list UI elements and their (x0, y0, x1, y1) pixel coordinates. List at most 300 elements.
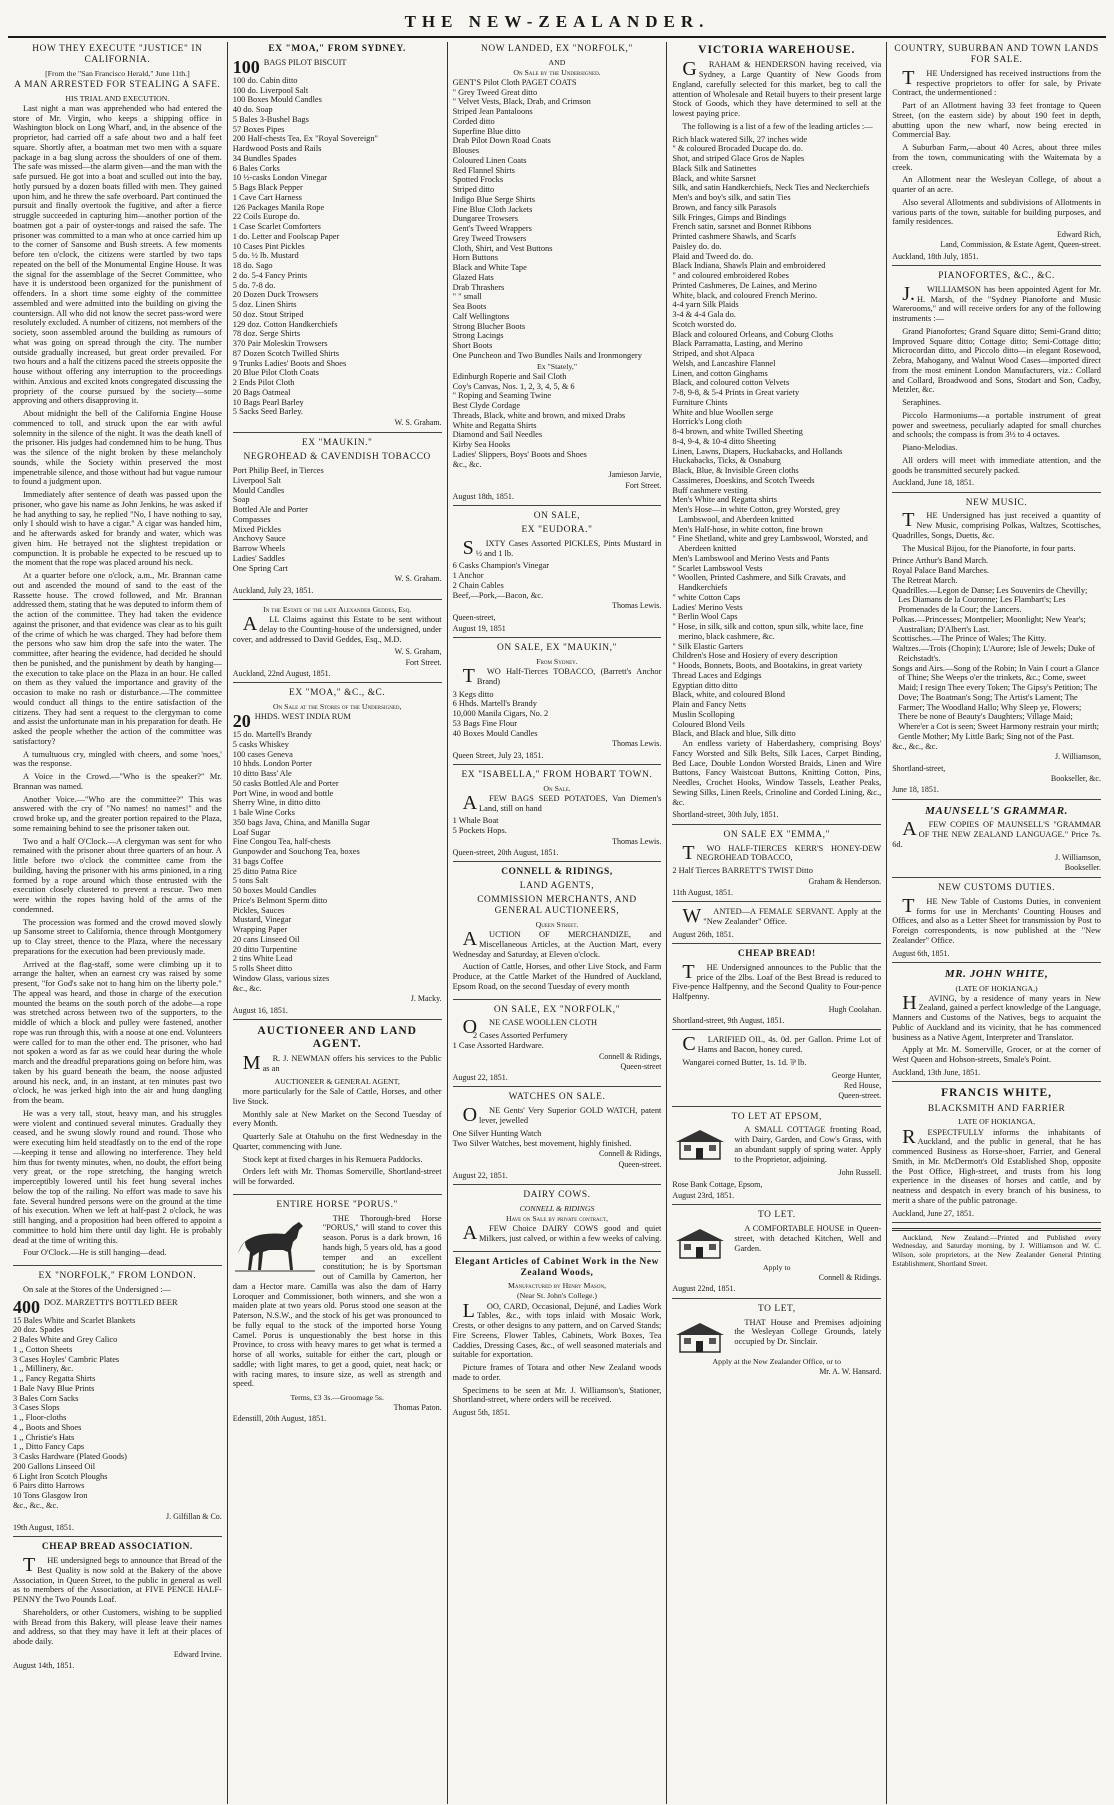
list-item: Horn Buttons (452, 253, 498, 263)
list-item: Superfine Blue ditto (452, 126, 521, 136)
list-item: Men's Half-hose, in white cotton, fine brown (672, 524, 823, 534)
ad-cabinet-work (453, 1257, 662, 1422)
ad-title: TO LET, (757, 1303, 796, 1314)
list-item: One Puncheon and Two Bundles Nails and Ironmongery (452, 350, 642, 360)
list-item: Egyptian ditto ditto (672, 680, 738, 690)
article-source: [From the "San Francisco Herald," June 11th.] (45, 68, 190, 78)
list-item: 5 tons Salt (232, 876, 269, 886)
ad-title: ENTIRE HORSE "PORUS." (276, 1199, 398, 1210)
ad-text: Shareholders, or other Customers, wishing to be supplied with Bread from this Bakery, will please leave their names and address, so that they may have it left at their places of abode daily. (13, 1607, 222, 1647)
ad-title: In the Estate of the late Alexander Geddes, Esq. (263, 605, 412, 615)
list-item: 5 Bales 3-Bushel Bags (232, 114, 309, 124)
ad-moa-rum (233, 688, 442, 1020)
ad-subtitle: CONNELL & RIDINGS (519, 1204, 595, 1214)
list-item: Red Flannel Shirts (452, 165, 515, 175)
ad-subtitle: BLACKSMITH AND FARRIER (927, 1103, 1066, 1114)
ad-title: TO LET AT EPSOM, (731, 1111, 822, 1122)
ad-text: Specimens to be seen at Mr. J. Williamson's, Stationer, Shortland-street, where orders will be received. (452, 1385, 662, 1405)
ad-text: HAVING, by a residence of many years in New Zealand, gained a perfect knowledge of the Language, Manners and Customs of the Natives, begs to acquaint the Public of Auckland and its vicinity, that he has commenced business as a Native Agent, Interpreter and Translator. (892, 991, 1101, 1042)
list-item: " and coloured embroidered Robes (672, 271, 789, 281)
ad-date: Auckland, June 18, 1851. (892, 478, 974, 488)
ad-text: AUCTION OF MERCHANDIZE, and Miscellaneous Articles, at the Auction Mart, every Wednesday and Saturday, at Eleven o'clock. (452, 928, 662, 959)
list-item: " Scarlet Lambswool Vests (672, 563, 763, 573)
ad-title: FRANCIS WHITE, (941, 1087, 1053, 1100)
ad-moa (233, 44, 442, 433)
ad-subtitle: (LATE OF HOKIANGA,) (955, 983, 1038, 993)
ad-subtitle: (Near St. John's College.) (516, 1291, 597, 1301)
masthead (8, 6, 1106, 38)
ad-date: Auckland, July 23, 1851. (232, 585, 314, 595)
ad-text: THE Undersigned has just received a quantity of New Music, comprising Polkas, Waltzes, Scottisches, Quadrilles, Songs, Duetts, &c. (892, 509, 1101, 540)
list-item: 2 Chain Cables (452, 580, 504, 590)
list-item: 87 Dozen Scotch Twilled Shirts (232, 348, 340, 358)
ad-text: AFEW Choice DAIRY COWS good and quiet Milkers, just calved, or within a few weeks of calving. (462, 1222, 662, 1245)
list-item: 350 bags Java, China, and Manilla Sugar (232, 817, 371, 827)
item-list (672, 866, 881, 876)
ad-subtitle: LAND AGENTS, (519, 881, 595, 892)
ad-place: Queen-street, (452, 612, 496, 622)
list-item: 5 rolls Sheet ditto (232, 964, 293, 974)
list-item: Furniture Chints (672, 397, 728, 407)
list-item: 5 Bags Black Pepper (232, 183, 303, 193)
item-list (892, 556, 1101, 751)
ad-text: ONE Gents' Very Superior GOLD WATCH, patent lever, jewelled (462, 1104, 662, 1127)
ad-title: ON SALE, EX "NORFOLK," (493, 1004, 621, 1015)
list-item: &c., &c., &c. (13, 1500, 59, 1510)
article-paragraph: A tumultuous cry, mingled with cheers, and some 'noes,' was the response. (13, 749, 222, 769)
ad-signature: J. Gilfillan & Co. (166, 1511, 222, 1521)
list-item: 53 Bags Fine Flour (452, 718, 518, 728)
lead-quantity: 400 (13, 1296, 40, 1317)
list-item: Thread Laces and Edgings (672, 670, 762, 680)
list-item: Mixed Pickles (232, 524, 281, 534)
ad-title: NEW CUSTOMS DUTIES. (938, 883, 1056, 894)
list-item: 200 Half-chests Tea, Ex "Royal Sovereign" (232, 134, 378, 144)
article-paragraph: Four O'Clock.—He is still hanging—dead. (23, 1248, 167, 1258)
ad-date: August 14th, 1851. (13, 1661, 75, 1671)
list-item: 20 Bags Oatmeal (232, 387, 291, 397)
article-paragraph: He was a very tall, stout, heavy man, and his struggles were violent and continued several minutes. Gradually they ceased, and he swung slowly round and round. Those who were executing him held steadfastly on to the end of the rope—keeping it tense and allowing no interference. They held him thus for twenty minutes, when, no doubt, the effort being very great, or the rope stretching, the hanging wretch imperceptibly lowered until his feet hung several inches below the top of the railing. No effort was made to save his fate. Several hundred persons were on the ground at the time of his execution. When we left at half-past 2 o'clock, he was still hanging, and a proposition had been offered to appoint a committee to hold him there until day light. He is probably dead at the time of writing this. (13, 1108, 222, 1245)
ad-text: The Musical Bijou, for the Pianoforte, in four parts. (902, 543, 1076, 553)
ad-text: Quarterly Sale at Otahuhu on the first Wednesday in the Quarter, commencing with June. (232, 1132, 442, 1151)
ad-subtitle: Manufactured by Henry Mason, (507, 1281, 607, 1291)
list-item: Sherry Wine, in ditto ditto (232, 798, 321, 808)
list-item: Men's Lambswool and Merino Vests and Pants (672, 553, 830, 563)
list-item: French satin, sarsnet and Bonnet Ribbons (672, 222, 812, 232)
ad-text: ONE CASE WOOLLEN CLOTH (462, 1016, 598, 1039)
list-item: 57 Boxes Pipes (232, 124, 285, 134)
house-illustration (672, 1320, 728, 1354)
ad-title: NEW MUSIC. (965, 497, 1028, 508)
ad-clarified-oil (672, 1035, 881, 1106)
list-item: Plaid and Tweed do. do. (672, 251, 754, 261)
ad-text: An Allotment near the Wesleyan College, of about a quarter of an acre. (892, 175, 1101, 195)
ad-subtitle: EX "EUDORA." (521, 524, 593, 535)
ad-date: August 16, 1851. (232, 1005, 288, 1015)
list-item: One Spring Cart (232, 563, 288, 573)
list-item: 10 Tons Glasgow Iron (13, 1491, 88, 1501)
item-list (453, 561, 662, 600)
list-item: Pickles, Sauces (232, 905, 285, 915)
list-item: 6 Light Iron Scotch Ploughs (13, 1471, 108, 1481)
list-item: 6 Pairs ditto Harrows (13, 1481, 85, 1491)
list-item: Two Silver Watches, best movement, highly finished. (452, 1138, 632, 1148)
list-item: Strong Blucher Boots (452, 321, 526, 331)
ad-text: CLARIFIED OIL, 4s. 0d. per Gallon. Prime Lot of Hams and Bacon, honey cured. (682, 1033, 882, 1056)
ad-date: Auckland, 13th June, 1851. (892, 1067, 981, 1077)
ad-title: ON SALE, (533, 511, 581, 522)
ad-date: August 22nd, 1851. (672, 1284, 736, 1294)
ad-date: Auckland, June 27, 1851. (892, 1208, 974, 1218)
article-paragraph: Two and a half O'Clock.—A clergyman was sent for who remained with the prisoner about three quarters of an hour. A little before two o'clock the committee came from the building, having the prisoner with his arms pinioned, in a ring formed by a rope around which those entrusted with the execution closely clustered to prevent a rescue. Two men were within the ropes having hold of the arms of the condemned. (13, 836, 222, 914)
ad-title: EX "ISABELLA," FROM HOBART TOWN. (461, 769, 653, 780)
list-item: Paisley do. do. (672, 241, 722, 251)
ad-date: August 5th, 1851. (452, 1408, 510, 1417)
ad-text: WANTED—A FEMALE SERVANT. Apply at the "New Zealander" Office. (682, 905, 882, 928)
list-item: Scotch worsted do. (672, 319, 737, 329)
list-item: " Woollen, Printed Cashmere, and Silk Cravats, and Handkerchiefs (672, 573, 846, 593)
ad-porus (233, 1200, 442, 1428)
list-item: " Roping and Seaming Twine (452, 391, 552, 401)
ad-title: EX "MAUKIN." (301, 438, 373, 449)
ad-title: COUNTRY, SUBURBAN AND TOWN LANDS FOR SALE. (894, 44, 1099, 65)
ad-date: Auckland, 18th July, 1851. (892, 251, 979, 261)
list-item: 4-4 yarn Silk Plaids (672, 300, 739, 310)
ad-text: AFEW COPIES OF MAUNSELL'S "GRAMMAR OF THE NEW ZEALAND LANGUAGE." Price 7s. 6d. (892, 818, 1101, 849)
list-item: Royal Palace Band Marches. (892, 566, 989, 576)
list-item: Threads, Black, white and brown, and mixed Drabs (452, 410, 626, 420)
ad-text: Monthly sale at New Market on the Second Tuesday of every Month. (232, 1109, 442, 1129)
list-item: Ladies' Merino Vests (672, 602, 743, 612)
column-2 (228, 42, 448, 1804)
list-item: &c., &c. (452, 459, 482, 469)
list-item: 20 Dozen Duck Trowsers (232, 290, 319, 300)
article-paragraph: Another Voice.—"Who are the committee?" This was answered with the cry of "No names! no names!" and the crowd broke up, and the greater portion repaired to the Plaza, some remaining behind to see the prisoner taken out. (13, 794, 222, 833)
ad-text: THE Undersigned has received instructions from the respective proprietors to offer for sale, by Private Contract, the undermentioned : (892, 66, 1101, 98)
ad-title: MAUNSELL'S GRAMMAR. (925, 804, 1068, 817)
column-1 (8, 42, 228, 1804)
list-item: 126 Packages Manila Rope (232, 202, 325, 212)
ad-title: CHEAP BREAD ASSOCIATION. (41, 1542, 193, 1553)
ad-date: Queen-street, 20th August, 1851. (452, 848, 559, 858)
list-item: Ladies' Saddles (232, 553, 285, 563)
ad-title: CHEAP BREAD! (737, 949, 816, 960)
list-item: Grey Tweed Trowsers (452, 233, 527, 243)
list-item: Shot, and striped Glace Gros de Naples (672, 154, 805, 164)
list-item: Window Glass, various sizes (232, 973, 330, 983)
ad-signature: J. Williamson, (1055, 752, 1101, 762)
list-item: 10,000 Manila Cigars, No. 2 (452, 709, 549, 719)
list-item: Coloured Linen Coats (452, 155, 527, 165)
lead-text: BAGS PILOT BISCUIT (263, 57, 347, 67)
ad-text: Picture frames of Totara and other New Zealand woods made to order. (452, 1363, 662, 1382)
list-item: Huckabacks, Ticks, & Osnaburg (672, 456, 781, 466)
list-item: Rich black watered Silk, 27 inches wide (672, 134, 808, 144)
article-paragraph: About midnight the bell of the California Engine House commenced to toll, and struck upon the ear with awful solemnity in the silence of the night. It was the death knell of the prisoner. His judges had condemned him to be hung. Thus was the silence of the night broken by these melancholy sounds, while the Society within preserved the most impenetrable silence, and those without had but vague rumour to found a judgment upon. (13, 409, 222, 487)
ad-signature: Jamieson Jarvie, (608, 470, 662, 480)
imprint-rule (892, 1228, 1101, 1231)
article-paragraph: At a quarter before one o'clock, a.m., Mr. Brannan came out and ascended the mound of sand to the east of the Rassette house. The crowd followed, and Mr. Brannan addressed them, stating that he was deputed to inform them of the action of the committee. They had taken the evidence against the prisoner, and that evidence was clear as to his guilt of the crime of which he was charged. They had before them the persons who saw him drop the safe into the water. The committee, after hearing the evidence, had decided he should then be punished, and the punishment by death by hanging—the execution to take place on the Plaza in an hour. He called on them as they valued the importance and gravity of the occasion to make no rash or disturbance.—The committee would conduct all things to the entire satisfaction of the citizens. They had sent a request to the clergyman to come and assist the unfortunate man in his preparation for death. He asked the people whether the action of the committee was satisfactory? (13, 571, 222, 746)
list-item: 1 ,, Ditto Fancy Caps (13, 1442, 85, 1452)
list-item: 10 ½-casks London Vinegar (232, 173, 328, 183)
list-item: 18 do. Sago (232, 261, 273, 271)
list-item: 6 Bales Corks (232, 163, 280, 173)
ad-text: SIXTY Cases Assorted PICKLES, Pints Mustard in ½ and 1 lb. (462, 536, 662, 559)
list-item: Songs and Airs.—Song of the Robin; In Vain I court a Glance of Thine; She Weeps o'er the trinkets, &c.; Come, sweet Maid; I resign Thee every Token; The Gipsy's Petition; The Dove; The Boatman's Song; The Artist's Lament; The Farmer; The Woodland Hallo; Why Sleep ye, Flowers; There be none of Beauty's Daughters; Village Maid; Where'er a Cot is seen; Sweet Harmony restrain your mirth; Gentle Mother; My Little Bark; Sing not of the Past. (892, 663, 1100, 741)
ad-maukin-tobacco (453, 643, 662, 765)
list-item: Men's Hose—in white Cotton, grey Worsted, grey Lambswool, and Aberdeen knitted (672, 505, 841, 524)
ad-signature: J. Macky. (410, 994, 442, 1004)
list-item: 50 casks Bottled Ale and Porter (232, 778, 339, 788)
ad-text: Apply at Mr. M. Somerville, Grocer, or at the corner of West Queen and Hobson-streets, Smale's Point. (892, 1045, 1101, 1065)
ad-date: August 19, 1851 (452, 623, 506, 633)
list-item: 22 Coils Europe do. (232, 212, 300, 222)
ad-signature-address: Fort Street. (405, 657, 442, 667)
list-item: Black and White Tape (452, 263, 527, 273)
ad-date: Shortland-street, 9th August, 1851. (672, 1016, 785, 1026)
list-item: Anchovy Sauce (232, 534, 286, 544)
list-item: Mustard, Vinegar (232, 915, 292, 925)
ad-signature: Thomas Lewis. (612, 601, 662, 611)
house-illustration (672, 1127, 728, 1161)
list-item: 100 cases Geneva (232, 749, 293, 759)
list-item: Ladies' Slippers, Boys' Boots and Shoes (452, 449, 587, 459)
ad-text: Piccolo Harmoniums—a portable instrument of great power and sweetness, peculiarly adapted for small churches and schools; the compass is from 3½ to 4 octaves. (892, 410, 1101, 440)
ad-text: Stock kept at fixed charges in his Remuera Paddocks. (242, 1154, 423, 1164)
list-item: 5 casks Whiskey (232, 739, 289, 749)
ad-text: TWO Half-Tierces TOBACCO, (Barrett's Anchor Brand) (462, 665, 662, 688)
list-item: Horrick's Long cloth (672, 417, 742, 427)
ad-text: Wangarei corned Butter, 1s. 1d. ⅌ lb. (682, 1057, 807, 1067)
ad-line: AUCTIONEER & GENERAL AGENT, (274, 1076, 400, 1086)
ad-subtitle: AND (548, 57, 566, 67)
list-item: 129 doz. Cotton Handkerchiefs (232, 319, 338, 329)
list-item: Dungaree Trowsers (452, 214, 518, 224)
list-item: 1 ,, Fancy Regatta Shirts (13, 1374, 96, 1384)
list-item: Striped ditto (452, 185, 495, 195)
list-item: Striped, and shot Alpaca (672, 349, 755, 359)
ad-title: VICTORIA WAREHOUSE. (698, 44, 856, 56)
list-item: Soap (232, 495, 250, 505)
item-list (453, 816, 662, 836)
list-item: Men's White and Regatta shirts (672, 495, 778, 505)
ad-title: ON SALE EX "EMMA," (723, 829, 831, 840)
lead-quantity: 100 (232, 56, 260, 77)
ad-signature-address: Bookseller, &c. (1050, 773, 1101, 783)
list-item: Black, and Black and blue, Silk ditto (672, 729, 796, 739)
list-item: Liverpool Salt (232, 475, 281, 485)
list-item: Bottled Ale and Porter (232, 505, 308, 515)
list-item: 8-4, 9-4, & 10-4 ditto Sheeting (672, 436, 776, 446)
ad-title: CONNELL & RIDINGS, (501, 867, 613, 878)
list-item: Black, white, and coloured Blond (672, 690, 785, 700)
list-item: Silk, and satin Handkerchiefs, Neck Ties and Neckerchiefs (672, 183, 870, 193)
ad-text: AFEW BAGS SEED POTATOES, Van Diemen's Land, still on hand (462, 791, 662, 814)
list-item: 15 Bales White and Scarlet Blankets (13, 1315, 136, 1325)
list-item: Linen, Lawns, Diapers, Huckabacks, and Hollands (672, 446, 843, 456)
ad-text: THE undersigned begs to announce that Bread of the Best Quality is now sold at the Bakery of the above Association, in Queen Street, to the public in general as well as to members of the Association, at FIVE PENCE HALF-PENNY the Two Pounds Loaf. (13, 1554, 222, 1605)
list-item: The Retreat March. (892, 575, 958, 585)
list-item: White and blue Woollen serge (672, 407, 774, 417)
list-item: 1 bale Wine Corks (232, 808, 295, 818)
ad-date: Edenstill, 20th August, 1851. (232, 1414, 327, 1424)
list-item: Plain and Fancy Netts (672, 700, 747, 710)
list-item: 10 Bags Pearl Barley (232, 397, 304, 407)
list-item: 5 do. ½ lb. Mustard (232, 251, 299, 261)
item-list (453, 372, 662, 470)
list-item: 40 Boxes Mould Candles (452, 728, 538, 738)
ad-to-let-queen-street (672, 1210, 881, 1298)
ad-text: THE Thorough-bred Horse "PORUS," will stand to cover this season. Porus is a dark brown, 16 hands high, 5 years old, has a good temper and an excellent constitution; he is by Sportsman out of Camilla by Camerton, her dam a Hector mare. Camilla was also the dam of Harry Loroquer and Commissioner, both winners, and she won a maiden plate at two years old. Porus stood one season at the Paterson, N.S.W., and the stock of his get was pronounced to be fully equal to the stock of the imported horse Young Camel. Porus is unquestionably the best horse in this Province, to cross with heavy mares to get what is termed a horse of all works, suitable for either the cart, plough or saddle; with light mares, to get a good, quiet, neat hack; or with racing mares, to insure size, as well as strength and speed. (232, 1213, 442, 1389)
list-item: 5 Pockets Hops. (452, 826, 507, 836)
list-item: 31 bags Coffee (232, 856, 284, 866)
ad-date: August 23rd, 1851. (672, 1190, 735, 1200)
ad-norfolk (13, 1271, 222, 1537)
ad-subtitle: On Sale by the Undersigned. (513, 67, 601, 77)
ad-servant-wanted (672, 907, 881, 944)
ad-text: more particularly for the Sale of Cattle, Horses, and other live Stock. (232, 1087, 442, 1106)
list-item: " white Cotton Caps (672, 592, 741, 602)
list-item: 3 Cases Hoyles' Cambric Plates (13, 1354, 120, 1364)
ad-place: Shortland-street, (892, 763, 946, 773)
list-item: Blouses (452, 146, 480, 156)
list-item: Loaf Sugar (232, 827, 271, 837)
ad-text: LOO, CARD, Occasional, Dejuné, and Ladies Work Tables, &c., with tops inlaid with Mosaic Work, Crests, or other designs to any pattern, and on Carved Stands; Fire Screens, Flower Tables, Cabinets, Work Boxes, Tea Caddies, Dressing Cases, &c., of well seasoned materials and suitable for exportation. (452, 1299, 662, 1360)
article-paragraph: Immediately after sentence of death was passed upon the prisoner, who gave his name as John Jenkins, he was asked if he had anything to say, he replied "No, I have nothing to say, only I should wish to have a cigar." A cigar was handed him, and he afterwards asked for brandy and water, which was given him. He betrayed not the slightest trepidation or compunction. It is probable he expected to be rescued up to the moment that the rope was placed around his neck. (13, 490, 222, 568)
lead-quantity: 20 (232, 711, 251, 732)
list-item: 3-4 & 4-4 Gala do. (672, 310, 736, 320)
list-item: 25 ditto Patna Rice (232, 866, 297, 876)
ad-signature: Edward Irvine. (173, 1649, 222, 1659)
item-list (453, 1129, 662, 1149)
list-item: 7-8, 9-8, & 5-4 Prints in Great variety (672, 388, 800, 398)
ad-subtitle: Queen Street. (535, 919, 579, 929)
list-item: Gent's Tweed Wrappers (452, 224, 532, 234)
ad-text: RESPECTFULLY informs the inhabitants of Auckland, and the public in general, that he has commenced Business as Horse-shoer, Farrier, and General Smith, in Mr. McDermott's Old Established Shop, opposite the Post Office, High-street, and trusts from his long experience in the diseases of horses and cattle, and by neatness and despatch in every branch of his business, to merit a share of the public patronage. (892, 1125, 1101, 1205)
ad-signature: W. S. Graham. (394, 574, 442, 584)
columns (8, 42, 1106, 1804)
list-item: Glazed Hats (452, 272, 494, 282)
ad-subheading: Ex "Stately," (536, 361, 578, 371)
ad-watches (453, 1092, 662, 1185)
list-item: 10 hhds. London Porter (232, 759, 312, 769)
ad-date: Auckland, 22nd August, 1851. (232, 668, 331, 678)
ad-norfolk-landed (453, 44, 662, 506)
masthead-title: THE NEW-ZEALANDER. (404, 12, 710, 31)
ad-victoria-warehouse (672, 44, 881, 825)
list-item: 3 Casks Hardware (Plated Goods) (13, 1452, 127, 1462)
list-item: 2 Ends Pilot Cloth (232, 378, 295, 388)
column-3 (448, 42, 668, 1804)
ad-subtitle: From Sydney. (536, 657, 578, 667)
item-list (453, 1031, 662, 1051)
ad-signature-address: Fort Street. (625, 480, 662, 490)
horse-illustration (233, 1216, 317, 1274)
ad-signature: Edward Rich, (1056, 230, 1101, 240)
list-item: Black, and coloured cotton Velvets (672, 378, 790, 388)
ad-terms: Terms, £3 3s.—Groomage 5s. (290, 1393, 384, 1403)
list-item: 5 do. 7-8 do. (232, 280, 276, 290)
ad-signature: Hugh Coolahan. (828, 1004, 882, 1014)
article-paragraph: A Voice in the Crowd.—"Who is the speaker?" Mr. Brannan was named. (13, 772, 222, 791)
list-item: 1 do. Letter and Foolscap Paper (232, 231, 340, 241)
ad-signature: Connell & Ridings. (818, 1273, 882, 1283)
list-item: 1 Case Scarlet Comforters (232, 222, 321, 232)
list-item: 5 Sacks Seed Barley. (232, 407, 303, 417)
list-item: 370 Pair Moleskin Trowsers (232, 339, 328, 349)
house-illustration (672, 1226, 728, 1260)
ad-signature-address: Queen-street (620, 1061, 662, 1071)
ad-signature: W. S. Graham, (394, 647, 442, 657)
ad-date: Shortland-street, 30th July, 1851. (672, 810, 779, 820)
ad-to-let-wesleyan (672, 1304, 881, 1381)
ad-signature-address: Queen-street. (838, 1091, 882, 1101)
article-justice (13, 44, 222, 1266)
list-item: 1 Whale Boat (452, 816, 499, 826)
item-list (233, 466, 442, 573)
ad-signature-address: Bookseller. (1064, 862, 1101, 872)
ad-signature: Connell & Ridings, (598, 1149, 662, 1159)
ad-title: AUCTIONEER AND LAND AGENT. (257, 1024, 417, 1051)
ad-date: 11th August, 1851. (672, 888, 733, 898)
list-item: 1 Bale Navy Blue Prints (13, 1383, 95, 1393)
ad-geddes-estate (233, 605, 442, 683)
list-item: White, black, and coloured French Merino. (672, 290, 818, 300)
item-list (672, 135, 881, 740)
ad-signature: George Hunter, (831, 1070, 882, 1080)
list-item: Corded ditto (452, 116, 495, 126)
ad-emma (672, 830, 881, 903)
column-4 (667, 42, 887, 1804)
list-item: Muslin Scolloping (672, 709, 735, 719)
ad-customs-duties (892, 883, 1101, 963)
list-item: Polkas.—Princesses; Montpelier; Moonlight; New Year's; Australian; D'Albert's Last. (892, 614, 1086, 634)
list-item: Calf Wellingtons (452, 311, 510, 321)
list-item: Port Philip Beef, in Tierces (232, 466, 324, 476)
column-5 (887, 42, 1106, 1804)
ad-text: MR. J. NEWMAN offers his services to the Public as an (242, 1052, 442, 1075)
list-item: 2 Half Tierces BARRETT'S TWIST Ditto (672, 866, 813, 875)
ad-signature: Thomas Lewis. (612, 739, 662, 749)
ad-text: THAT House and Premises adjoining the Wesleyan College Grounds, lately occupied by Dr. Sinclair. (734, 1317, 882, 1347)
ad-title: MR. JOHN WHITE, (944, 967, 1049, 980)
list-item: Silk Fringes, Gimps and Bindings (672, 212, 787, 222)
ad-grammar (892, 805, 1101, 879)
list-item: Kirby Sea Hooks (452, 440, 511, 449)
ad-date: June 18, 1851. (892, 785, 939, 795)
lead-text: NEGROHEAD & CAVENDISH TOBACCO (243, 452, 431, 463)
list-item: 2 do. 5-4 Fancy Prints (232, 270, 308, 280)
list-item: 100 do. Cabin ditto (232, 75, 298, 85)
list-item: 1 Anchor (452, 571, 484, 581)
ad-text: All orders will meet with immediate attention, and the goods be transmitted securely packed. (892, 455, 1101, 475)
list-item: 5 doz. Linen Shirts (232, 300, 297, 310)
list-item: Black Parramatta, Lasting, and Merino (672, 339, 803, 349)
ad-text: A SMALL COTTAGE fronting Road, with Dairy, Garden, and Cow's Grass, with an abundant supply of spring water. Apply to the Proprietor, adjoining. (734, 1125, 882, 1164)
list-item: 1 ,, Cotton Sheets (13, 1344, 73, 1354)
list-item: &c., &c. (232, 983, 262, 993)
list-item: White and Regatta Shirts (452, 420, 537, 430)
list-item: Fine Congou Tea, half-chests (232, 837, 331, 847)
article-title: HOW THEY EXECUTE "JUSTICE" IN CALIFORNIA. (32, 44, 203, 65)
ad-date: August 22, 1851. (452, 1073, 508, 1083)
list-item: Cloth, Shirt, and Vest Buttons (452, 243, 553, 253)
list-item: 2 tins White Lead (232, 954, 293, 964)
ad-signature: Thomas Lewis. (612, 836, 662, 846)
list-item: 20 Blue Pilot Cloth Coats (232, 368, 319, 378)
list-item: Striped Jean Pantaloons (452, 107, 533, 117)
list-item: Port Wine, in wood and bottle (232, 788, 334, 798)
